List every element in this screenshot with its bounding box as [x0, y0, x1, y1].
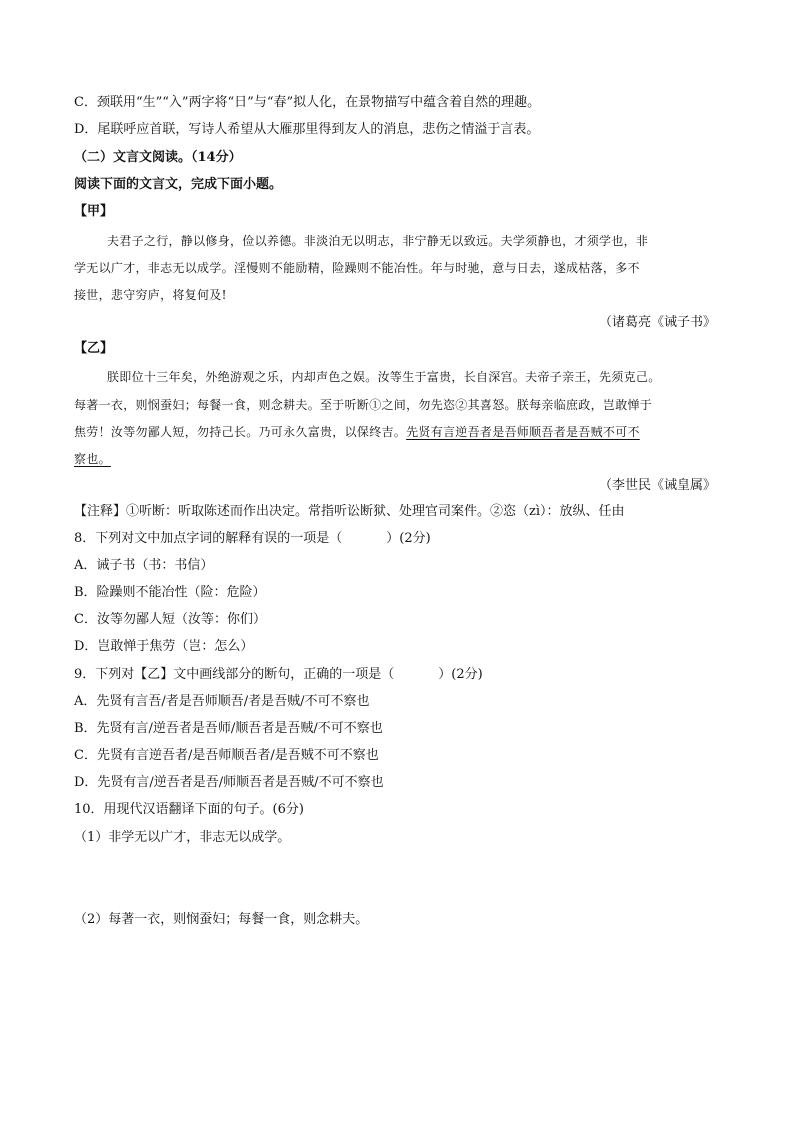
q9-option-a: A．先贤有言吾/者是吾师顺吾/者是吾贼/不可不察也 [74, 694, 370, 709]
annotation-note: 【注释】①听断：听取陈述而作出决定。常指听讼断狱、处理官司案件。②恣（zì）：放纵、任由 [74, 504, 625, 519]
section-title: （二）文言文阅读。（14分） [74, 150, 242, 165]
q8-option-a: A．诫子书（书：书信） [74, 558, 214, 573]
passage-yi-line-3 [74, 423, 640, 441]
passage-yi-line-4: 察也。 [74, 452, 111, 466]
passage-yi-source: （李世民《诫皇属》 [598, 478, 716, 493]
passage-yi-line-2: 每著一衣，则悯蚕妇；每餐一食，则念耕夫。至于听断①之间，勿先恣②其喜怒。朕每亲临庶政，岂敢惮于 [74, 398, 653, 412]
q10-stem: 10．用现代汉语翻译下面的句子。(6分) [74, 802, 304, 817]
q10-answer-area-2[interactable] [74, 934, 714, 1014]
option-d: D．尾联呼应首联，写诗人希望从大雁那里得到友人的消息，悲伤之情溢于言表。 [74, 122, 540, 137]
q10-answer-area-1[interactable] [74, 852, 714, 902]
passage-yi-plain-text: 焦劳！汝等勿鄙人短，勿持己长。乃可永久富贵，以保终吉。 [74, 425, 407, 439]
q9-score: ）(2分) [438, 667, 483, 682]
q8-option-d: D．岂敢惮于焦劳（岂：怎么） [74, 639, 254, 654]
passage-jia-line-1: 夫君子之行，静以修身，俭以养德。非淡泊无以明志，非宁静无以致远。夫学须静也，才须学也，非 [107, 234, 649, 248]
option-c: C．颈联用“生”“入”两字将“日”与“春”拟人化，在景物描写中蕴含着自然的理趣。 [74, 95, 541, 110]
section-instruction: 阅读下面的文言文，完成下面小题。 [74, 177, 283, 192]
q9-option-b: B．先贤有言/逆吾者是吾师/顺吾者是吾贼/不可不察也 [74, 721, 383, 736]
q9-stem-text: 9．下列对【乙】文中画线部分的断句，正确的一项是（ [74, 667, 395, 682]
q8-option-c: C．汝等勿鄙人短（汝等：你们） [74, 612, 266, 627]
passage-jia-line-2: 学无以广才，非志无以成学。淫慢则不能励精，险躁则不能冶性。年与时驰，意与日去，遂成枯落，多不 [74, 261, 640, 275]
q9-option-d: D．先贤有言/逆吾者是吾/师顺吾者是吾贼/不可不察也 [74, 775, 384, 790]
q10-item-2: （2）每著一衣，则悯蚕妇；每餐一食，则念耕夫。 [74, 912, 369, 927]
passage-jia-source: （诸葛亮《诫子书》 [598, 315, 716, 330]
underlined-sentence-part-1: 先贤有言逆吾者是吾师顺吾者是吾贼不可不 [406, 425, 640, 439]
q9-option-c: C．先贤有言逆吾者/是吾师顺吾者/是吾贼不可不察也 [74, 748, 379, 763]
q10-item-1: （1）非学无以广才，非志无以成学。 [74, 830, 291, 845]
q8-score: ）(2分) [386, 531, 431, 546]
passage-jia-line-3: 接世，悲守穷庐，将复何及! [74, 288, 227, 302]
passage-yi-label: 【乙】 [74, 341, 114, 356]
passage-yi-line-1: 朕即位十三年矣，外绝游观之乐，内却声色之娱。汝等生于富贵，长自深宫。夫帝子亲王，先须克己。 [107, 370, 661, 384]
q9-stem [74, 666, 483, 684]
q8-option-b: B．险躁则不能冶性（险：危险） [74, 585, 266, 600]
q8-stem-text: 8．下列对文中加点字词的解释有误的一项是（ [74, 531, 343, 546]
q8-stem [74, 530, 431, 548]
passage-jia-label: 【甲】 [74, 204, 114, 219]
